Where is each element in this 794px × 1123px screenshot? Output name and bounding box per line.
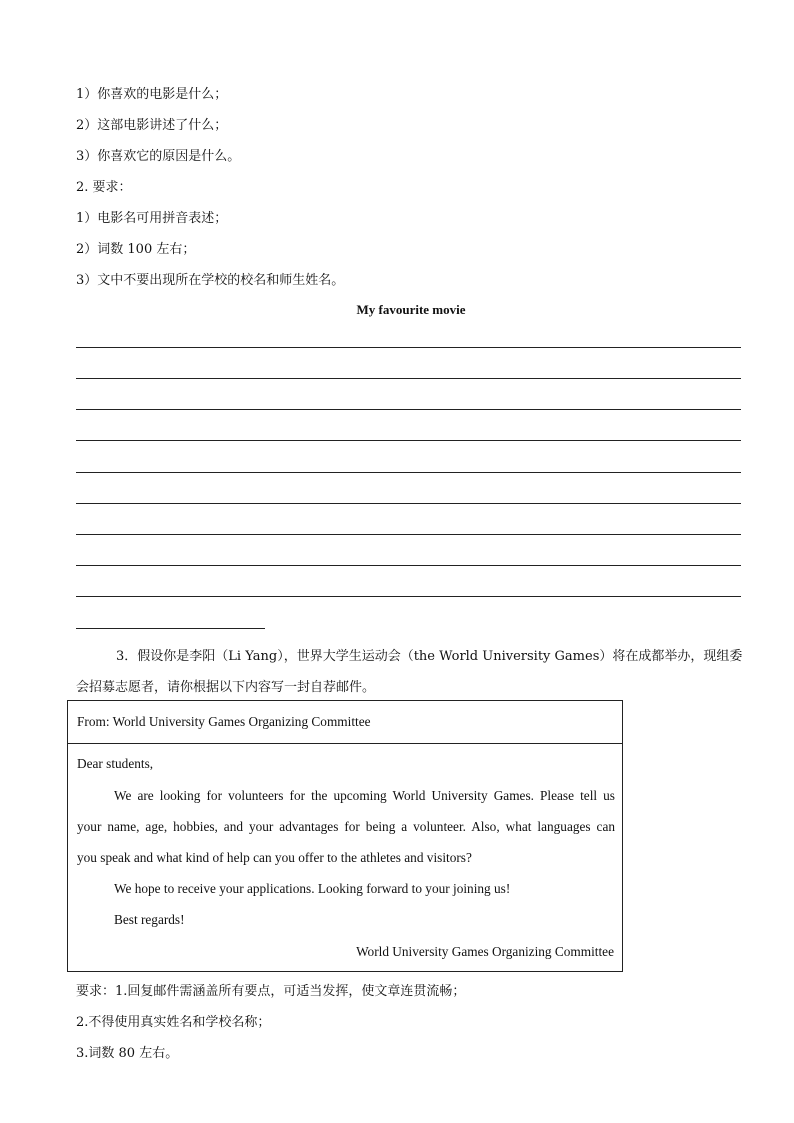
task3-line2: 会招募志愿者，请你根据以下内容写一封自荐邮件。: [76, 680, 376, 695]
writing-requirement-2: 2.不得使用真实姓名和学校名称；: [76, 1015, 271, 1030]
writing-line: [76, 472, 741, 473]
writing-line: [76, 409, 741, 410]
email-body-line: We are looking for volunteers for the upcoming World University Games. Please tell us: [114, 788, 615, 803]
content-point-3: 3）你喜欢它的原因是什么。: [76, 149, 241, 164]
writing-line: [76, 565, 741, 566]
email-body-line: We hope to receive your applications. Looking forward to your joining us!: [114, 881, 511, 896]
email-header: [68, 701, 622, 744]
email-box: [67, 700, 623, 972]
requirement-1: 1）电影名可用拼音表述；: [76, 211, 228, 226]
writing-line: [76, 503, 741, 504]
requirements-heading: 2. 要求：: [76, 180, 132, 195]
email-greeting: Dear students,: [77, 756, 154, 771]
email-from: From: World University Games Organizing Committee: [77, 714, 371, 729]
writing-requirement-3: 3.词数 80 左右。: [76, 1046, 179, 1061]
requirement-2: 2）词数 100 左右；: [76, 242, 196, 257]
writing-line: [76, 378, 741, 379]
content-point-1: 1）你喜欢的电影是什么；: [76, 87, 228, 102]
email-body-line: your name, age, hobbies, and your advantages for being a volunteer. Also, what languages can: [77, 819, 615, 834]
task3-line1: 3．假设你是李阳（Li Yang），世界大学生运动会（the World University Games）将在成都举办，现组委: [116, 649, 743, 664]
email-signature: World University Games Organizing Committee: [356, 944, 614, 959]
email-closing: Best regards!: [114, 912, 185, 927]
essay-title: My favourite movie: [356, 302, 466, 317]
writing-line: [76, 596, 741, 597]
writing-line: [76, 347, 741, 348]
requirement-3: 3）文中不要出现所在学校的校名和师生姓名。: [76, 273, 345, 288]
writing-requirement-1: 要求：1.回复邮件需涵盖所有要点，可适当发挥，使文章连贯流畅；: [76, 984, 466, 999]
writing-line: [76, 440, 741, 441]
writing-line-short: [76, 628, 265, 629]
content-point-2: 2）这部电影讲述了什么；: [76, 118, 228, 133]
writing-line: [76, 534, 741, 535]
email-body-line: you speak and what kind of help can you offer to the athletes and visitors?: [77, 850, 472, 865]
